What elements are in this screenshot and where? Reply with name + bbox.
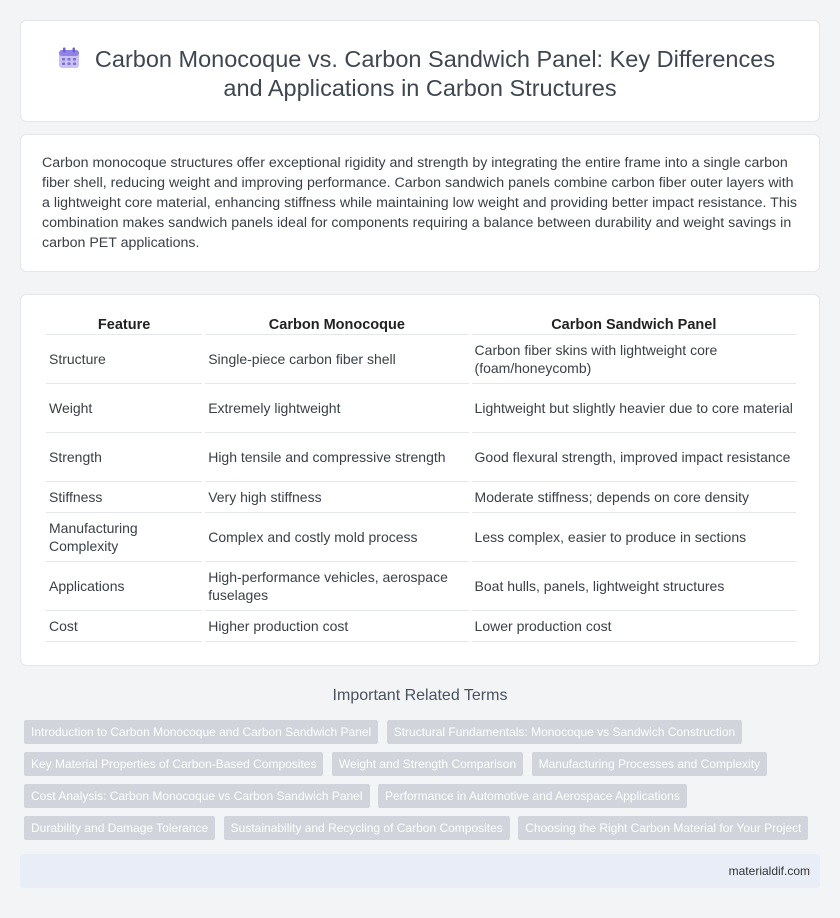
intro-card — [20, 134, 820, 272]
related-term-tag[interactable]: Manufacturing Processes and Complexity — [532, 752, 767, 776]
table-cell-sandwich: Good flexural strength, improved impact resistance — [472, 433, 796, 482]
table-cell-monocoque: Single-piece carbon fiber shell — [205, 335, 468, 384]
table-cell-monocoque: Very high stiffness — [205, 482, 468, 513]
table-header-row — [46, 312, 796, 335]
title-card — [20, 20, 820, 122]
table-row — [46, 611, 796, 642]
footer — [20, 854, 820, 888]
comparison-table-card — [20, 294, 820, 666]
table-row — [46, 482, 796, 513]
related-term-tag[interactable]: Introduction to Carbon Monocoque and Carbon Sandwich Panel — [24, 720, 378, 744]
related-term-tag[interactable]: Cost Analysis: Carbon Monocoque vs Carbon Sandwich Panel — [24, 784, 370, 808]
table-cell-monocoque: Complex and costly mold process — [205, 513, 468, 562]
related-term-tag[interactable]: Key Material Properties of Carbon-Based Composites — [24, 752, 323, 776]
table-cell-sandwich: Moderate stiffness; depends on core density — [472, 482, 796, 513]
table-cell-feature: Stiffness — [46, 482, 202, 513]
table-row — [46, 513, 796, 562]
footer-site-name[interactable]: materialdif.com — [728, 864, 810, 878]
related-terms-list — [24, 720, 814, 848]
comparison-table — [43, 312, 799, 642]
related-term-tag[interactable]: Sustainability and Recycling of Carbon Composites — [224, 816, 510, 840]
table-cell-feature: Strength — [46, 433, 202, 482]
table-cell-sandwich: Lower production cost — [472, 611, 796, 642]
table-cell-sandwich: Lightweight but slightly heavier due to core material — [472, 384, 796, 433]
table-cell-monocoque: High-performance vehicles, aerospace fuselages — [205, 562, 468, 611]
related-terms-title: Important Related Terms — [332, 687, 508, 704]
table-cell-feature: Cost — [46, 611, 202, 642]
table-cell-monocoque: Extremely lightweight — [205, 384, 468, 433]
related-term-tag[interactable]: Performance in Automotive and Aerospace Applications — [378, 784, 687, 808]
table-row — [46, 433, 796, 482]
table-cell-sandwich: Less complex, easier to produce in sections — [472, 513, 796, 562]
related-term-tag[interactable]: Choosing the Right Carbon Material for Your Project — [518, 816, 808, 840]
table-cell-feature: Weight — [46, 384, 202, 433]
table-cell-monocoque: High tensile and compressive strength — [205, 433, 468, 482]
table-cell-feature: Structure — [46, 335, 202, 384]
table-cell-feature: Applications — [46, 562, 202, 611]
header-carbon-sandwich-panel: Carbon Sandwich Panel — [472, 312, 796, 335]
related-term-tag[interactable]: Structural Fundamentals: Monocoque vs Sandwich Construction — [387, 720, 743, 744]
related-term-tag[interactable]: Weight and Strength Comparison — [332, 752, 523, 776]
table-row — [46, 335, 796, 384]
table-row — [46, 384, 796, 433]
table-cell-sandwich: Carbon fiber skins with lightweight core (foam/honeycomb) — [472, 335, 796, 384]
header-feature: Feature — [46, 312, 202, 335]
page-title — [21, 45, 819, 103]
table-cell-feature: Manufacturing Complexity — [46, 513, 202, 562]
page-title-text: Carbon Monocoque vs. Carbon Sandwich Panel: Key Differences and Applications in Carbon Structures — [94, 46, 776, 101]
table-cell-sandwich: Boat hulls, panels, lightweight structures — [472, 562, 796, 611]
header-carbon-monocoque: Carbon Monocoque — [205, 312, 468, 335]
related-term-tag[interactable]: Durability and Damage Tolerance — [24, 816, 215, 840]
table-row — [46, 562, 796, 611]
intro-paragraph: Carbon monocoque structures offer exceptional rigidity and strength by integrating the entire frame into a single carbon fiber shell, reducing weight and improving performance. Carbon sandwich panels combine carbon fiber outer layers with a lightweight core material, enhancing stiffness while maintaining low weight and providing better impact resistance. This combination makes sandwich panels ideal for components requiring a balance between durability and weight savings in carbon PET applications. — [42, 155, 797, 251]
table-cell-monocoque: Higher production cost — [205, 611, 468, 642]
